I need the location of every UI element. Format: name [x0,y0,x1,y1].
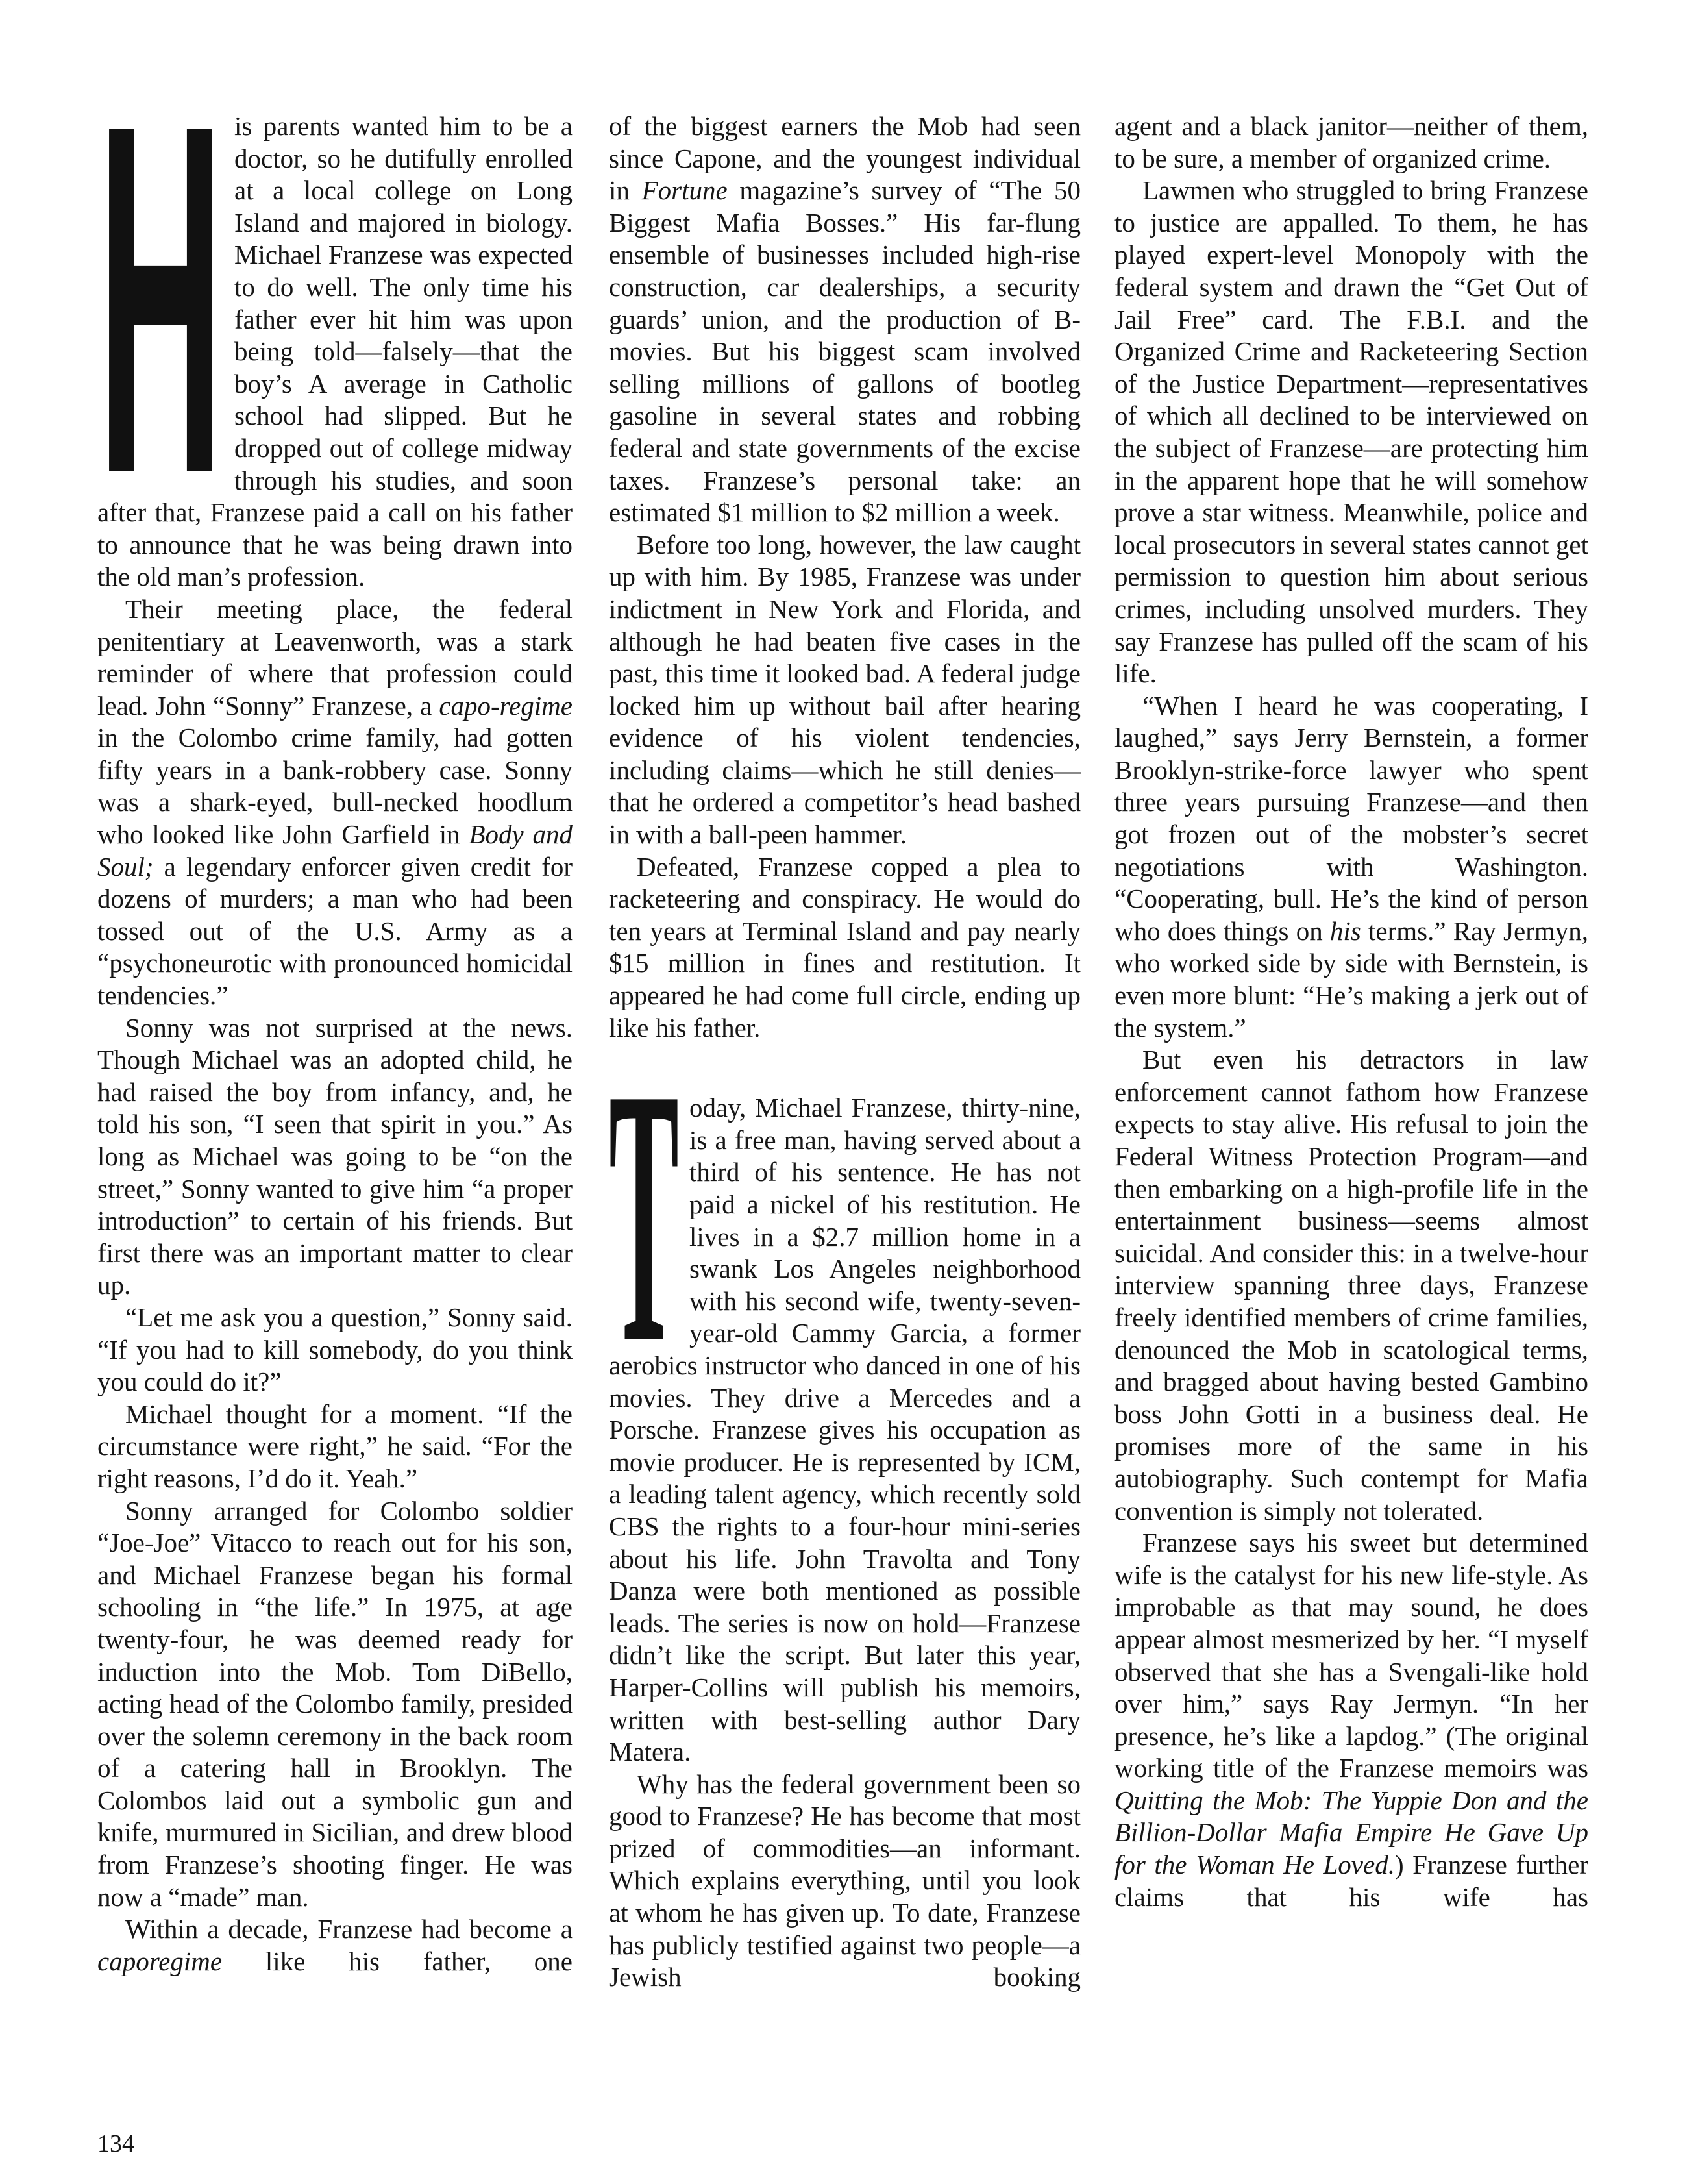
article-column-3 [1114,110,1588,1913]
text-run: Sonny was not surprised at the news. Though Michael was an adopted child, he had raised the boy from infancy, and, he told his son, “I seen that spirit in you.” As long as Michael was going to be “on the street,” Sonny wanted to give him “a proper introduction” to certain of his friends. But first there was an important matter to clear up. [97,1012,573,1300]
italic-text: Fortune [641,175,728,206]
paragraph [609,529,1081,851]
paragraph [97,1012,573,1302]
text-run: Their meeting place, the federal penitentiary at Leavenworth, was a stark reminder of where that profession could lead. John “Sonny” Franzese, a [97,593,573,721]
text-run: But even his detractors in law enforcement cannot fathom how Franzese expects to stay alive. His refusal to join the Federal Witness Protection Program—and then embarking on a high-profile life in the entertainment business—seems almost suicidal. And consider this: in a twelve-hour interview spanning three days, Franzese freely identified members of crime families, denounced the Mob in scatological terms, and bragged about having bested Gambino boss John Gotti in a business deal. He promises more of the same in his autobiography. Such contempt for Mafia convention is simply not tolerated. [1114,1045,1588,1526]
paragraph [609,110,1081,529]
paragraph [609,1768,1081,1994]
text-run: like his father, one [222,1946,573,1976]
paragraph [97,593,573,1012]
text-run: oday, Michael Franzese, thirty-nine, is a free man, having served about a third of his sentence. He has not paid a nickel of his restitution. He lives in a $2.7 million home in a swank Los Angeles neighborhood with his second wife, twenty-seven-year-old Cammy Garcia, a former aerobics instructor who danced in one of his movies. They drive a Mercedes and a Porsche. Franzese gives his occupation as movie producer. He is represented by ICM, a leading talent agency, which recently sold CBS the rights to a four-hour mini-series about his life. John Travolta and Tony Danza were both mentioned as possible leads. The series is now on hold—Franzese didn’t like the script. But later this year, Harper-Collins will publish his memoirs, written with best-selling author Dary Matera. [609,1093,1081,1767]
paragraph [1114,690,1588,1045]
italic-text: Body and Soul; [97,819,573,882]
text-run: “Let me ask you a question,” Sonny said. “If you had to kill somebody, do you think you could do it?” [97,1302,573,1397]
text-run: magazine’s survey of “The 50 Biggest Mafia Bosses.” His far-flung ensemble of businesses included high-rise construction, car dealerships, a security guards’ union, and the production of B-movies. But his biggest scam involved selling millions of gallons of bootleg gasoline in several states and robbing federal and state governments of the excise taxes. Franzese’s personal take: an estimated $1 million to $2 million a week. [609,175,1081,528]
svg-text:T: T [609,1097,679,1339]
svg-text:H: H [97,116,224,471]
text-run: Lawmen who struggled to bring Franzese to justice are appalled. To them, he has played expert-level Monopoly with the federal system and drawn the “Get Out of Jail Free” card. The F.B.I. and the Organized Crime and Racketeering Section of the Justice Department—representatives of which all declined to be interviewed on the subject of Franzese—are protecting him in the apparent hope that he will somehow prove a star witness. Meanwhile, police and local prosecutors in several states cannot get permission to question him about serious crimes, including unsolved murders. They say Franzese has pulled off the scam of his life. [1114,175,1588,689]
text-run: a legendary enforcer given credit for dozens of murders; a man who had been tossed out of the U.S. Army as a “psychoneurotic with pronounced homicidal tendencies.” [97,851,573,1011]
italic-text: his [1329,915,1361,946]
text-run: Michael thought for a moment. “If the circumstance were right,” he said. “For the right reasons, I’d do it. Yeah.” [97,1398,573,1493]
lead-paragraph [609,1092,1081,1768]
text-run: Franzese says his sweet but determined wife is the catalyst for his new life-style. As improbable as that may sound, he does appear almost mesmerized by her. “I myself observed that she has a Svengali-like hold over him,” says Ray Jermyn. “In her presence, he’s like a lapdog.” (The original working title of the Franzese memoirs was [1114,1528,1588,1783]
text-run: “When I heard he was cooperating, I laughed,” says Jerry Bernstein, a former Brooklyn-strike-force lawyer who spent three years pursuing Franzese—and then got frozen out of the mobster’s secret negotiations with Washington. “Cooperating, bull. He’s the kind of person who does things on [1114,690,1588,946]
text-run: Within a decade, Franzese had become a [125,1914,573,1944]
paragraph [1114,1044,1588,1527]
text-run: in the Colombo crime family, had gotten fifty years in a bank-robbery case. Sonny was a shark-eyed, bull-necked hoodlum who looked like John Garfield in [97,723,573,850]
text-run: agent and a black janitor—neither of them, to be sure, a member of organized crime. [1114,111,1588,173]
paragraph [609,851,1081,1045]
text-run: terms.” Ray Jermyn, who worked side by side with Bernstein, is even more blunt: “He’s making a jerk out of the system.” [1114,915,1588,1043]
paragraph [97,1913,573,1978]
article-column-1 [97,110,573,1978]
paragraph [1114,1527,1588,1913]
text-run: ) Franzese further claims that his wife has [1114,1850,1588,1912]
text-run: Sonny arranged for Colombo soldier “Joe-Joe” Vitacco to reach out for his son, and Michael Franzese began his formal schooling in “the life.” In 1975, at age twenty-four, he was deemed ready for induction into the Mob. Tom DiBello, acting head of the Colombo family, presided over the solemn ceremony in the back room of a catering hall in Brooklyn. The Colombos laid out a symbolic gun and knife, murmured in Sicilian, and drew blood from Franzese’s shooting finger. He was now a “made” man. [97,1495,573,1912]
paragraph [97,1302,573,1398]
italic-text: capo-regime [439,690,573,721]
drop-cap [97,116,224,471]
text-run: Why has the federal government been so good to Franzese? He has become that most prized of commodities—an informant. Which explains everything, until you look at whom he has given up. To date, Franzese has publicly testified against two people—a Jewish booking [609,1768,1081,1992]
paragraph [97,1398,573,1495]
italic-text: Quitting the Mob: The Yuppie Don and the Billion-Dollar Mafia Empire He Gave Up for the Woman He Loved. [1114,1785,1588,1880]
paragraph [1114,175,1588,690]
article-column-2 [609,110,1081,1994]
text-run: is parents wanted him to be a doctor, so he dutifully enrolled at a local college on Long Island and majored in biology. Michael Franzese was expected to do well. The only time his father ever hit him was upon being told—falsely—that the boy’s A average in Catholic school had slipped. But he dropped out of college midway through his studies, and soon after that, Franzese paid a call on his father to announce that he was being drawn into the old man’s profession. [97,111,573,592]
text-run: Before too long, however, the law caught up with him. By 1985, Franzese was under indictment in New York and Florida, and although he had beaten five cases in the past, this time it looked bad. A federal judge locked him up without bail after hearing evidence of his violent tendencies, including claims—which he still denies—that he ordered a competitor’s head bashed in with a ball-peen hammer. [609,529,1081,850]
paragraph [97,1495,573,1914]
drop-cap [609,1097,679,1339]
lead-paragraph [97,110,573,593]
text-run: of the biggest earners the Mob had seen since Capone, and the youngest individual in [609,111,1081,206]
text-run: Defeated, Franzese copped a plea to racketeering and conspiracy. He would do ten years at Terminal Island and pay nearly $15 million in fines and restitution. It appeared he had come full circle, ending up like his father. [609,851,1081,1043]
page-number: 134 [97,2130,134,2157]
paragraph [1114,110,1588,175]
italic-text: caporegime [97,1946,223,1976]
